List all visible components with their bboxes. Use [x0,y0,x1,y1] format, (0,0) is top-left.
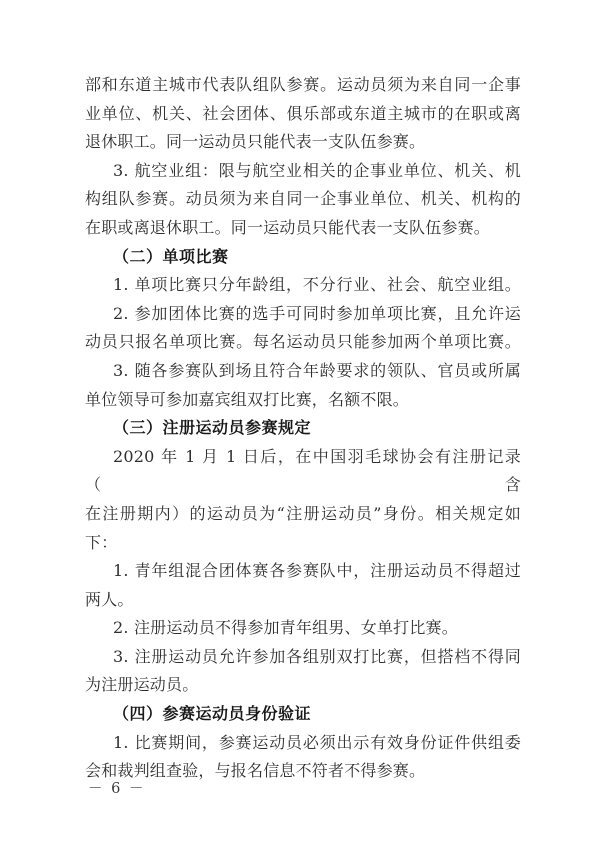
text-line: 2020 年 1 月 1 日后，在中国羽毛球协会有注册记录（含 [85,446,521,495]
text-line: 3. 注册运动员允许参加各组别双打比赛，但搭档不得同 [113,646,521,666]
text-line: 退休职工。同一运动员只能代表一支队伍参赛。 [85,132,426,152]
text-line: 1. 比赛期间，参赛运动员必须出示有效身份证件供组委 [113,732,521,752]
text-line: 业单位、机关、社会团体、俱乐部或东道主城市的在职或离 [85,103,521,123]
text-line: 单位领导可参加嘉宾组双打比赛，名额不限。 [85,389,410,409]
text-line: 2. 注册运动员不得参加青年组男、女单打比赛。 [113,618,458,638]
text-line: 1. 青年组混合团体赛各参赛队中，注册运动员不得超过 [113,561,521,581]
page-number: － 6 － [88,781,146,797]
text-line: 2. 参加团体比赛的选手可同时参加单项比赛，且允许运 [113,303,521,323]
text-line: 为注册运动员。 [85,675,199,695]
section-heading: （二）单项比赛 [113,246,229,266]
text-line: 在注册期内）的运动员为“注册运动员”身份。相关规定如 [85,503,521,523]
section-heading: （三）注册运动员参赛规定 [113,418,312,438]
text-line: 在职或离退休职工。同一运动员只能代表一支队伍参赛。 [85,217,491,237]
text-line: 部和东道主城市代表队组队参赛。运动员须为来自同一企事 [85,75,521,94]
text-line: 会和裁判组查验，与报名信息不符者不得参赛。 [85,761,426,781]
text-line: 3. 航空业组：限与航空业相关的企事业单位、机关、机 [113,160,521,180]
text-line: 1. 单项比赛只分年龄组，不分行业、社会、航空业组。 [113,275,521,295]
document-body [85,71,521,786]
text-line: 3. 随各参赛队到场且符合年龄要求的领队、官员或所属 [113,360,521,380]
text-line: 两人。 [85,589,134,609]
text-line: 下： [85,532,118,552]
section-heading: （四）参赛运动员身份验证 [113,704,312,724]
text-line: 动员只报名单项比赛。每名运动员只能参加两个单项比赛。 [85,332,521,352]
text-line: 构组队参赛。动员须为来自同一企事业单位、机关、机构的 [85,189,521,209]
